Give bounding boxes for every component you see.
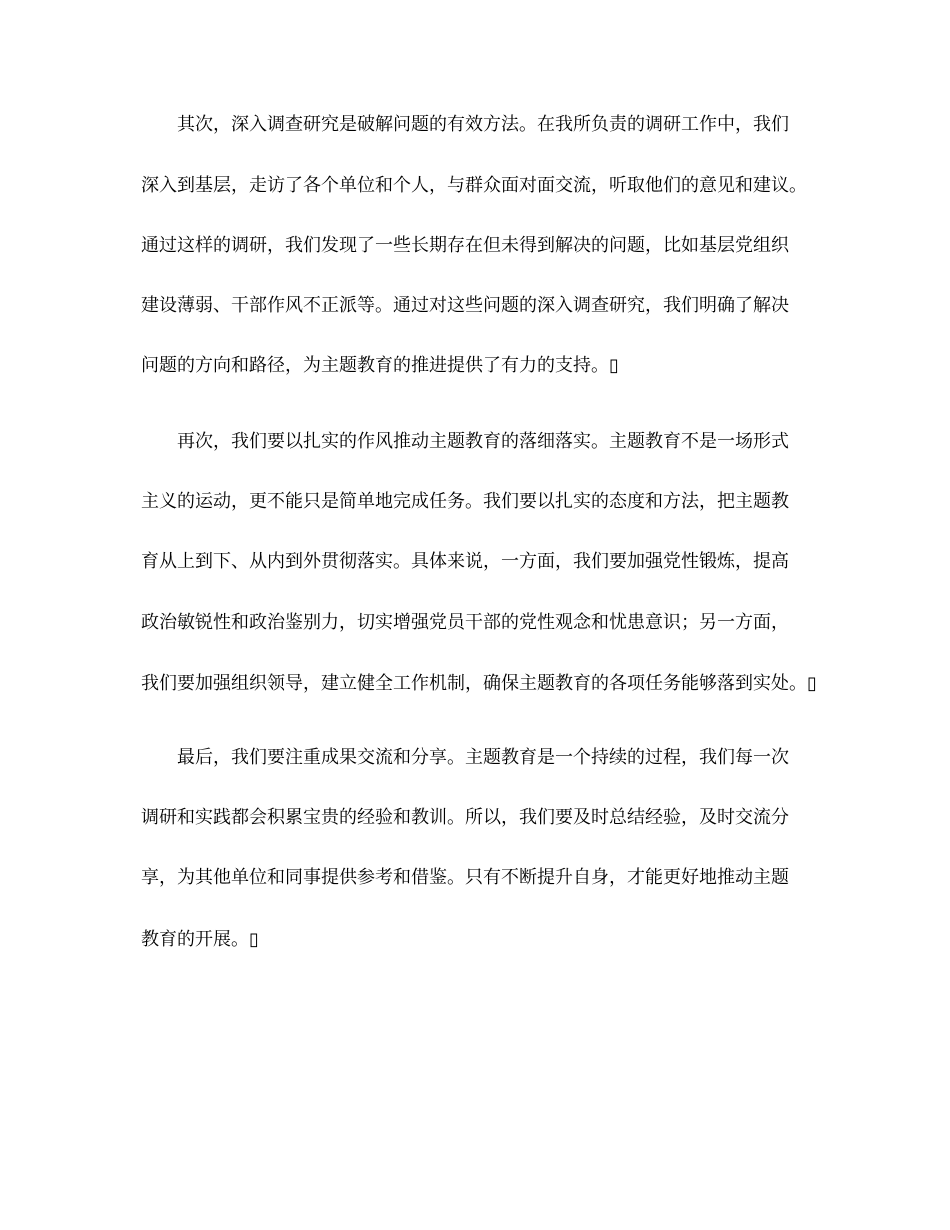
text-line: 最后，我们要注重成果交流和分享。主题教育是一个持续的过程，我们每一次 <box>177 747 789 768</box>
text-line: 深入到基层，走访了各个单位和个人，与群众面对面交流，听取他们的意见和建议。 <box>141 175 807 196</box>
text-line: 政治敏锐性和政治鉴别力，切实增强党员干部的党性观念和忧患意识；另一方面， <box>141 612 789 633</box>
text-line: 教育的开展。▯ <box>141 929 259 950</box>
text-line: 再次，我们要以扎实的作风推动主题教育的落细落实。主题教育不是一场形式 <box>177 431 789 452</box>
text-line: 主义的运动，更不能只是简单地完成任务。我们要以扎实的态度和方法，把主题教 <box>141 491 789 512</box>
text-line: 问题的方向和路径，为主题教育的推进提供了有力的支持。▯ <box>141 355 619 376</box>
text-line: 享，为其他单位和同事提供参考和借鉴。只有不断提升自身，才能更好地推动主题 <box>141 867 789 888</box>
text-line: 通过这样的调研，我们发现了一些长期存在但未得到解决的问题，比如基层党组织 <box>141 235 789 256</box>
text-line: 其次，深入调查研究是破解问题的有效方法。在我所负责的调研工作中，我们 <box>177 114 789 135</box>
text-line: 我们要加强组织领导，建立健全工作机制，确保主题教育的各项任务能够落到实处。▯ <box>141 673 817 694</box>
text-line: 建设薄弱、干部作风不正派等。通过对这些问题的深入调查研究，我们明确了解决 <box>141 295 789 316</box>
text-line: 育从上到下、从内到外贯彻落实。具体来说，一方面，我们要加强党性锻炼，提高 <box>141 551 789 572</box>
text-line: 调研和实践都会积累宝贵的经验和教训。所以，我们要及时总结经验，及时交流分 <box>141 807 789 828</box>
